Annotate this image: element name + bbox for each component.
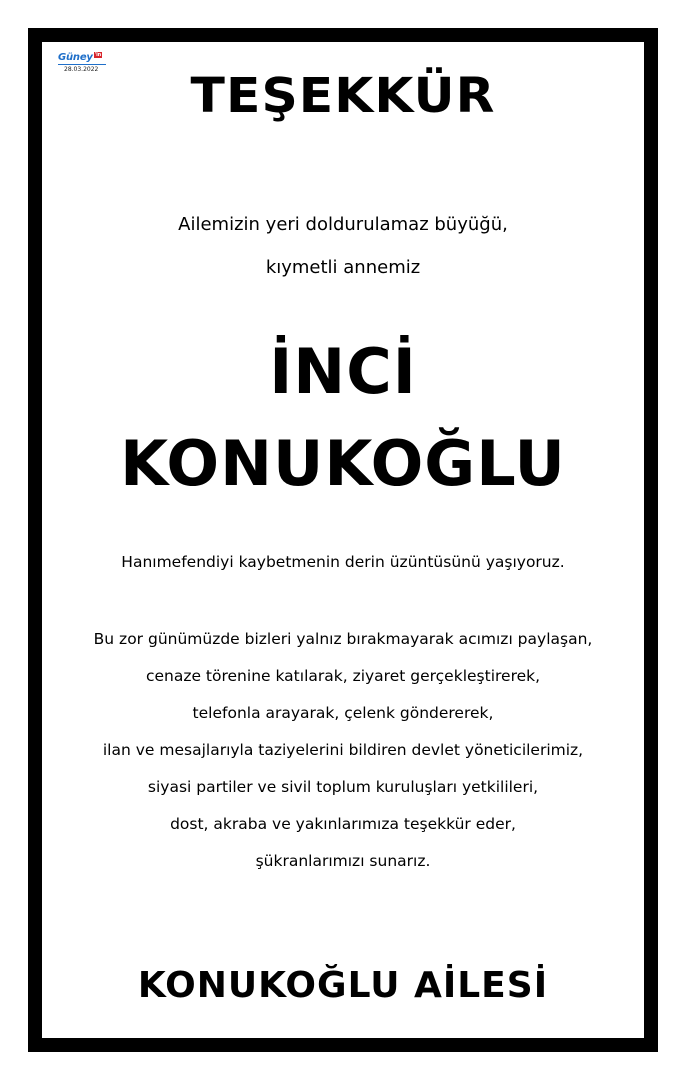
thanks-line: şükranlarımızı sunarız. — [255, 852, 431, 870]
logo-name-text: Güney — [58, 52, 93, 63]
thanks-line: ilan ve mesajlarıyla taziyelerini bildiren devlet yöneticilerimiz, — [102, 741, 584, 759]
logo-tag: 'in — [94, 52, 101, 58]
thanks-line: dost, akraba ve yakınlarımıza teşekkür eder, — [170, 815, 516, 833]
logo-date: 28.03.2022 — [64, 66, 99, 73]
intro-line-2: kıymetli annemiz — [265, 257, 421, 278]
condolence-text: Hanımefendiyi kaybetmenin derin üzüntüsünü yaşıyoruz. — [121, 553, 565, 571]
logo-name — [58, 52, 102, 64]
notice-background — [42, 42, 644, 1038]
notice-title: TEŞEKKÜR — [190, 68, 496, 124]
family-signature: KONUKOĞLU AİLESİ — [137, 965, 549, 1006]
deceased-last-name: KONUKOĞLU — [120, 427, 566, 500]
intro-line-1: Ailemizin yeri doldurulamaz büyüğü, — [178, 214, 508, 235]
thanks-line: telefonla arayarak, çelenk göndererek, — [192, 704, 494, 722]
thanks-line: siyasi partiler ve sivil toplum kuruluşları yetkilileri, — [147, 778, 539, 796]
logo-underline — [58, 64, 106, 65]
thanks-line: Bu zor günümüzde bizleri yalnız bırakmayarak acımızı paylaşan, — [93, 630, 593, 648]
deceased-first-name: İNCİ — [269, 335, 417, 408]
thanks-line: cenaze törenine katılarak, ziyaret gerçekleştirerek, — [145, 667, 541, 685]
